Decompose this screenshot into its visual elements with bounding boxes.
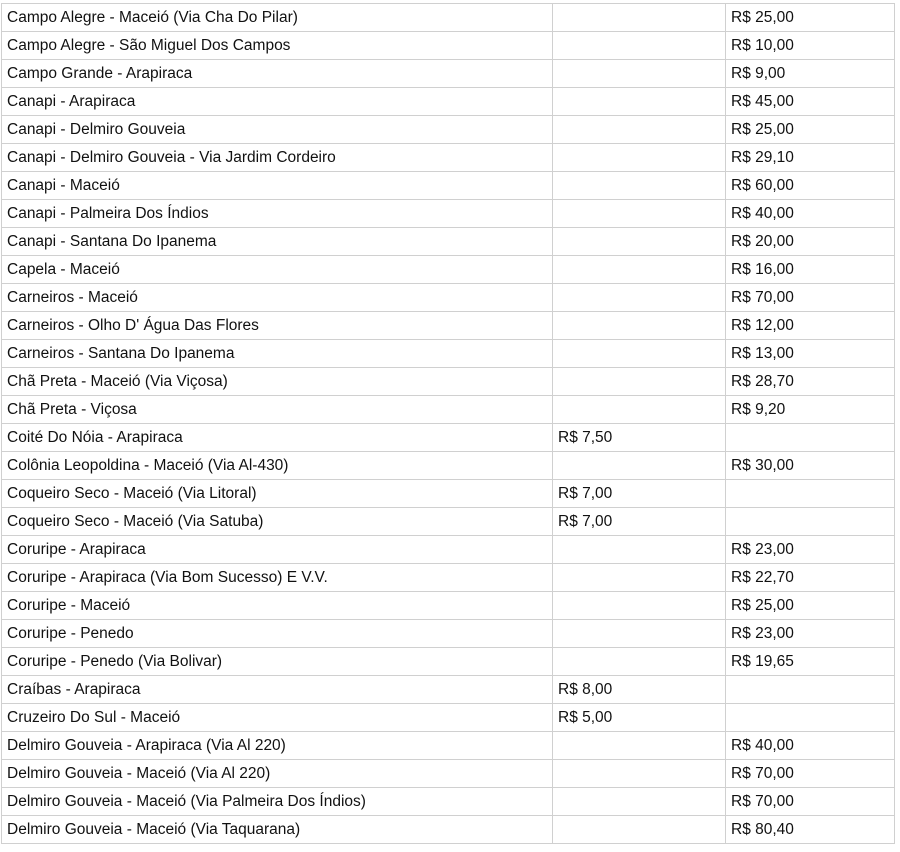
- price-a-cell: [553, 88, 726, 116]
- price-b-cell: R$ 9,00: [726, 60, 895, 88]
- table-row: [2, 592, 895, 620]
- table-row: [2, 144, 895, 172]
- price-b-cell: [726, 424, 895, 452]
- table-row: [2, 228, 895, 256]
- table-row: [2, 536, 895, 564]
- table-row: [2, 116, 895, 144]
- table-row: [2, 32, 895, 60]
- route-cell: Colônia Leopoldina - Maceió (Via Al-430): [2, 452, 553, 480]
- price-a-cell: [553, 4, 726, 32]
- route-cell: Delmiro Gouveia - Maceió (Via Taquarana): [2, 816, 553, 844]
- price-b-cell: R$ 13,00: [726, 340, 895, 368]
- price-a-cell: [553, 200, 726, 228]
- price-b-cell: R$ 25,00: [726, 592, 895, 620]
- price-b-cell: R$ 23,00: [726, 536, 895, 564]
- route-cell: Canapi - Arapiraca: [2, 88, 553, 116]
- price-b-cell: R$ 9,20: [726, 396, 895, 424]
- price-b-cell: [726, 676, 895, 704]
- table-row: [2, 4, 895, 32]
- price-a-cell: [553, 760, 726, 788]
- price-b-cell: R$ 70,00: [726, 284, 895, 312]
- route-cell: Carneiros - Olho D' Água Das Flores: [2, 312, 553, 340]
- table-row: [2, 480, 895, 508]
- price-b-cell: R$ 60,00: [726, 172, 895, 200]
- price-a-cell: [553, 368, 726, 396]
- price-a-cell: [553, 788, 726, 816]
- table-row: [2, 256, 895, 284]
- price-a-cell: R$ 5,00: [553, 704, 726, 732]
- route-cell: Coruripe - Penedo: [2, 620, 553, 648]
- table-row: [2, 732, 895, 760]
- table-row: [2, 88, 895, 116]
- route-cell: Canapi - Palmeira Dos Índios: [2, 200, 553, 228]
- price-a-cell: [553, 228, 726, 256]
- price-a-cell: [553, 620, 726, 648]
- route-cell: Delmiro Gouveia - Maceió (Via Palmeira Dos Índios): [2, 788, 553, 816]
- table-row: [2, 760, 895, 788]
- price-b-cell: R$ 70,00: [726, 788, 895, 816]
- price-a-cell: [553, 284, 726, 312]
- table-row: [2, 312, 895, 340]
- fare-table-body: [2, 4, 895, 844]
- price-b-cell: R$ 30,00: [726, 452, 895, 480]
- table-row: [2, 508, 895, 536]
- table-row: [2, 452, 895, 480]
- table-row: [2, 648, 895, 676]
- price-a-cell: [553, 340, 726, 368]
- table-row: [2, 704, 895, 732]
- route-cell: Delmiro Gouveia - Maceió (Via Al 220): [2, 760, 553, 788]
- price-b-cell: R$ 70,00: [726, 760, 895, 788]
- route-cell: Carneiros - Maceió: [2, 284, 553, 312]
- route-cell: Carneiros - Santana Do Ipanema: [2, 340, 553, 368]
- price-b-cell: R$ 10,00: [726, 32, 895, 60]
- table-row: [2, 424, 895, 452]
- price-b-cell: R$ 20,00: [726, 228, 895, 256]
- route-cell: Capela - Maceió: [2, 256, 553, 284]
- price-b-cell: [726, 704, 895, 732]
- table-row: [2, 816, 895, 844]
- price-a-cell: [553, 116, 726, 144]
- table-row: [2, 788, 895, 816]
- route-cell: Campo Grande - Arapiraca: [2, 60, 553, 88]
- price-a-cell: [553, 592, 726, 620]
- table-row: [2, 396, 895, 424]
- price-b-cell: R$ 25,00: [726, 4, 895, 32]
- table-row: [2, 172, 895, 200]
- route-cell: Coruripe - Arapiraca (Via Bom Sucesso) E V.V.: [2, 564, 553, 592]
- price-b-cell: R$ 23,00: [726, 620, 895, 648]
- price-a-cell: [553, 172, 726, 200]
- price-b-cell: R$ 40,00: [726, 200, 895, 228]
- price-a-cell: [553, 648, 726, 676]
- price-a-cell: [553, 816, 726, 844]
- price-a-cell: [553, 564, 726, 592]
- table-row: [2, 340, 895, 368]
- price-b-cell: R$ 22,70: [726, 564, 895, 592]
- price-a-cell: [553, 256, 726, 284]
- route-cell: Chã Preta - Maceió (Via Viçosa): [2, 368, 553, 396]
- price-b-cell: R$ 16,00: [726, 256, 895, 284]
- price-a-cell: [553, 396, 726, 424]
- route-cell: Delmiro Gouveia - Arapiraca (Via Al 220): [2, 732, 553, 760]
- table-row: [2, 200, 895, 228]
- route-cell: Coqueiro Seco - Maceió (Via Satuba): [2, 508, 553, 536]
- price-a-cell: [553, 536, 726, 564]
- price-a-cell: [553, 452, 726, 480]
- route-cell: Craíbas - Arapiraca: [2, 676, 553, 704]
- price-a-cell: [553, 60, 726, 88]
- price-b-cell: [726, 508, 895, 536]
- price-b-cell: [726, 480, 895, 508]
- route-cell: Chã Preta - Viçosa: [2, 396, 553, 424]
- price-a-cell: R$ 7,00: [553, 508, 726, 536]
- route-cell: Canapi - Delmiro Gouveia: [2, 116, 553, 144]
- price-a-cell: [553, 732, 726, 760]
- price-b-cell: R$ 45,00: [726, 88, 895, 116]
- route-cell: Campo Alegre - São Miguel Dos Campos: [2, 32, 553, 60]
- price-b-cell: R$ 19,65: [726, 648, 895, 676]
- route-cell: Canapi - Santana Do Ipanema: [2, 228, 553, 256]
- route-cell: Coruripe - Penedo (Via Bolivar): [2, 648, 553, 676]
- route-cell: Cruzeiro Do Sul - Maceió: [2, 704, 553, 732]
- route-cell: Canapi - Delmiro Gouveia - Via Jardim Cordeiro: [2, 144, 553, 172]
- fare-table-container: [1, 3, 895, 844]
- price-a-cell: R$ 7,00: [553, 480, 726, 508]
- price-b-cell: R$ 40,00: [726, 732, 895, 760]
- route-cell: Coruripe - Arapiraca: [2, 536, 553, 564]
- price-a-cell: [553, 312, 726, 340]
- price-b-cell: R$ 29,10: [726, 144, 895, 172]
- price-a-cell: R$ 7,50: [553, 424, 726, 452]
- route-cell: Coité Do Nóia - Arapiraca: [2, 424, 553, 452]
- price-a-cell: [553, 144, 726, 172]
- table-row: [2, 676, 895, 704]
- route-cell: Coqueiro Seco - Maceió (Via Litoral): [2, 480, 553, 508]
- route-cell: Canapi - Maceió: [2, 172, 553, 200]
- price-b-cell: R$ 25,00: [726, 116, 895, 144]
- price-b-cell: R$ 80,40: [726, 816, 895, 844]
- table-row: [2, 620, 895, 648]
- price-b-cell: R$ 28,70: [726, 368, 895, 396]
- table-row: [2, 564, 895, 592]
- table-row: [2, 368, 895, 396]
- price-b-cell: R$ 12,00: [726, 312, 895, 340]
- table-row: [2, 284, 895, 312]
- price-a-cell: R$ 8,00: [553, 676, 726, 704]
- fare-table: [1, 3, 895, 844]
- table-row: [2, 60, 895, 88]
- route-cell: Coruripe - Maceió: [2, 592, 553, 620]
- route-cell: Campo Alegre - Maceió (Via Cha Do Pilar): [2, 4, 553, 32]
- price-a-cell: [553, 32, 726, 60]
